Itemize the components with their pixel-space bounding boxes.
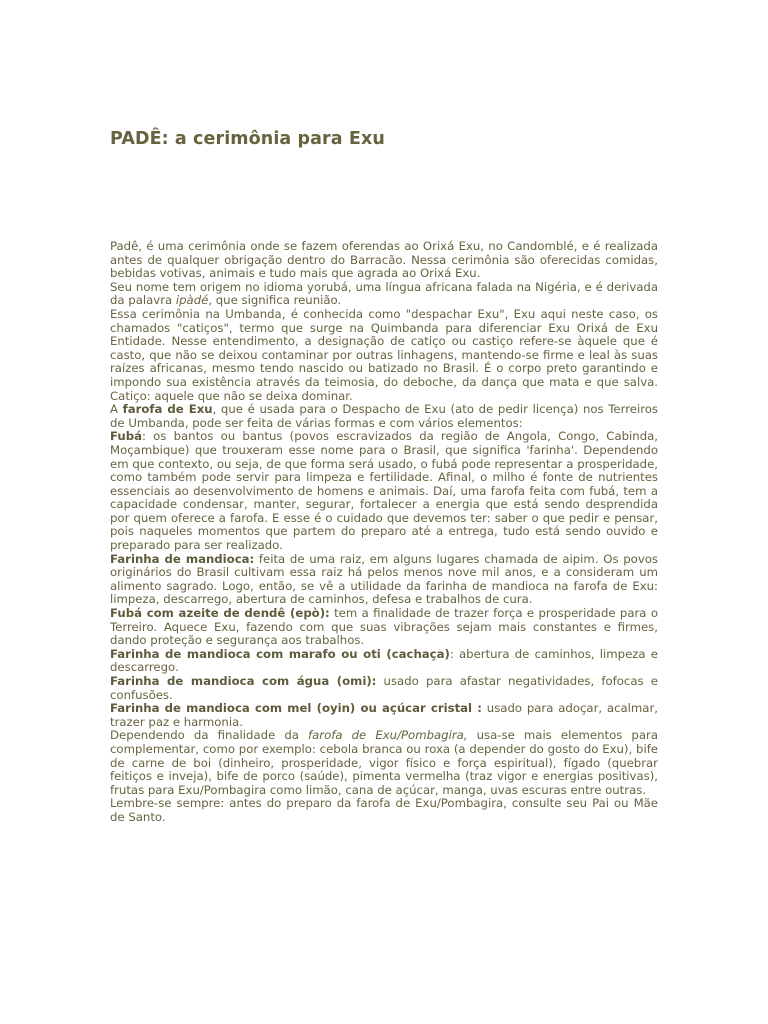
farinha-mel-term: Farinha de mandioca com mel (oyin) ou açúcar cristal :	[110, 701, 482, 716]
paragraph-complementos	[110, 729, 658, 797]
fuba-term: Fubá	[110, 429, 142, 444]
paragraph-umbanda: Essa cerimônia na Umbanda, é conhecida como "despachar Exu", Exu aqui neste caso, os chamados "catiços", termo que surge na Quimbanda para diferenciar Exu Orixá de Exu Entidade. Nesse entendimento, a designação de catiço ou castiço refere-se àquele que é casto, que não se deixou contaminar por outras linhagens, mantendo-se firme e leal às suas raízes africanas, mesmo tendo nascido ou batizado no Brasil. É o corpo preto garantindo e impondo sua existência através da teimosia, do deboche, da dança que mata e que salva. Catiço: aquele que não se deixa dominar.	[110, 306, 658, 403]
paragraph-farinha-agua	[110, 675, 658, 702]
article-body	[110, 240, 658, 825]
paragraph-farinha	[110, 553, 658, 607]
farofa-text-after: , que é usada para o Despacho de Exu (ato de pedir licença) nos Terreiros de Umbanda, pode ser feita de várias formas e com vários elementos:	[110, 402, 658, 430]
farinha-agua-text: usado para afastar negatividades, fofocas e confusões.	[110, 674, 658, 702]
paragraph-fuba-dende	[110, 607, 658, 648]
origin-text-after: , que significa reunião.	[208, 293, 342, 308]
fuba-dende-term: Fubá com azeite de dendê (epò):	[110, 606, 330, 621]
page-title: PADÊ: a cerimônia para Exu	[110, 129, 385, 149]
paragraph-lembrete: Lembre-se sempre: antes do preparo da farofa de Exu/Pombagira, consulte seu Pai ou Mãe de Santo.	[110, 796, 658, 824]
fuba-text: : os bantos ou bantus (povos escravizados da região de Angola, Congo, Cabinda, Moçambique) que trouxeram esse nome para o Brasil, que significa 'farinha'. Dependendo em que contexto, ou seja, de que forma será usado, o fubá pode representar a prosperidade, como também pode servir para limpeza e fertilidade. Afinal, o milho é fonte de nutrientes essenciais ao desenvolvimento de homens e animais. Daí, uma farofa feita com fubá, tem a capacidade condensar, manter, segurar, fortalecer a energia que está sendo desprendida por quem oferece a farofa. E esse é o cuidado que devemos ter: saber o que pedir e pensar, pois naqueles momentos que partem do preparo até a entrega, tudo está sendo ouvido e preparado para ser realizado.	[110, 429, 658, 553]
farinha-mel-text: usado para adoçar, acalmar, trazer paz e harmonia.	[110, 701, 658, 729]
origin-word-ipade: ipàdé	[175, 293, 209, 308]
paragraph-intro: Padê, é uma cerimônia onde se fazem oferendas ao Orixá Exu, no Candomblé, e é realizada antes de qualquer obrigação dentro do Barracão. Nessa cerimônia são oferecidas comidas, bebidas votivas, animais e tudo mais que agrada ao Orixá Exu.	[110, 239, 658, 281]
fuba-dende-text: tem a finalidade de trazer força e prosperidade para o Terreiro. Aquece Exu, fazendo com que suas vibrações sejam mais constantes e firmes, dando proteção e segurança aos trabalhos.	[110, 606, 658, 648]
farofa-term: farofa de Exu	[122, 402, 213, 417]
farinha-marafo-text: : abertura de caminhos, limpeza e descarrego.	[110, 646, 659, 675]
farinha-term: Farinha de mandioca:	[110, 551, 255, 566]
farinha-text: feita de uma raiz, em alguns lugares chamada de aipim. Os povos originários do Brasil cultivam essa raiz há pelos menos nove mil anos, e a consideram um alimento sagrado. Logo, então, se vê a utilidade da farinha de mandioca na farofa de Exu: limpeza, descarrego, abertura de caminhos, defesa e trabalhos de cura.	[110, 551, 658, 607]
complementos-text-after: usa-se mais elementos para complementar, como por exemplo: cebola branca ou roxa (a depender do gosto do Exu), bife de carne de boi (dinheiro, prosperidade, vigor físico e força espiritual), fígado (quebrar feitiços e inveja), bife de porco (saúde), pimenta vermelha (traz vigor e energias positivas), frutas para Exu/Pombagira como limão, cana de açúcar, manga, uvas escuras entre outras.	[110, 728, 658, 797]
paragraph-farofa	[110, 403, 658, 430]
complementos-text-before: Dependendo da finalidade da	[110, 728, 309, 743]
complementos-italic: farofa de Exu/Pombagira,	[308, 728, 468, 743]
paragraph-origin	[110, 281, 658, 308]
farofa-text-before: A	[110, 402, 123, 417]
origin-text-before: Seu nome tem origem no idioma yorubá, uma língua africana falada na Nigéria, e é derivada da palavra	[110, 279, 658, 308]
paragraph-farinha-mel	[110, 702, 658, 729]
paragraph-fuba	[110, 430, 658, 552]
farinha-agua-term: Farinha de mandioca com água (omi):	[110, 674, 377, 688]
paragraph-farinha-marafo	[110, 648, 658, 675]
farinha-marafo-term: Farinha de mandioca com marafo ou oti (cachaça)	[110, 646, 450, 661]
